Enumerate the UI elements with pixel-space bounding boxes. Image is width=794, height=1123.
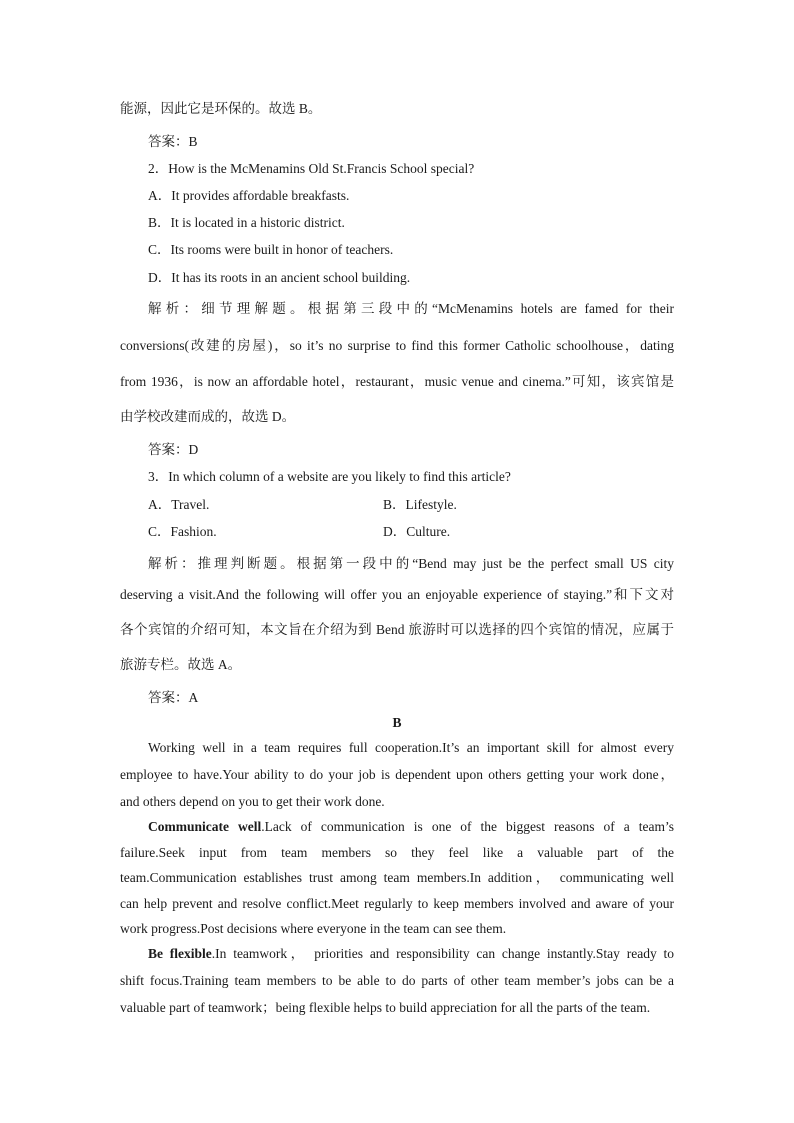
question-2-option-b: B．It is located in a historic district.: [148, 215, 345, 230]
answer-explanation-tail: 能源，因此它是环保的。故选 B。: [120, 101, 322, 116]
passage-p1-line-2: employee to have.Your ability to do your job is dependent upon others getting your work done，: [120, 767, 674, 782]
question-3-option-d: D．Culture.: [383, 524, 451, 539]
explanation-3-line-4: 旅游专栏。故选 A。: [120, 657, 242, 672]
explanation-2-line-2: conversions(改建的房屋)，so it’s no surprise to find this former Catholic schoolhouse，dating: [120, 338, 674, 353]
explanation-2-line-4: 由学校改建而成的，故选 D。: [120, 409, 296, 424]
question-3-option-b: B．Lifestyle.: [383, 497, 457, 512]
passage-p3-line-1: [148, 945, 674, 963]
question-3-option-c: C．Fashion.: [148, 524, 217, 539]
answer-3: 答案：A: [148, 690, 199, 705]
explanation-3-line-2: deserving a visit.And the following will offer you an enjoyable experience of staying.”和下文对: [120, 587, 674, 602]
question-3: 3．In which column of a website are you likely to find this article?: [148, 469, 511, 484]
question-2-option-a: A．It provides affordable breakfasts.: [148, 188, 350, 203]
passage-p2-heading: Communicate well: [148, 819, 262, 834]
passage-p3-text: .In teamwork， priorities and responsibility can change instantly.Stay ready to: [211, 946, 674, 961]
passage-p3-line-2: shift focus.Training team members to be able to do parts of other team member’s jobs can be a: [120, 973, 674, 988]
section-heading-b: B: [392, 715, 402, 730]
question-2: 2．How is the McMenamins Old St.Francis School special?: [148, 161, 475, 176]
question-3-option-a: A．Travel.: [148, 497, 210, 512]
passage-p2-line-2: failure.Seek input from team members so they feel like a valuable part of the: [120, 845, 674, 860]
passage-p2-line-1: [148, 818, 674, 836]
explanation-3-line-1: 解析：推理判断题。根据第一段中的“Bend may just be the perfect small US city: [148, 556, 674, 571]
passage-p3-line-3: valuable part of teamwork；being flexible helps to build appreciation for all the parts of the team.: [120, 1000, 651, 1015]
passage-p1-line-3: and others depend on you to get their work done.: [120, 794, 385, 809]
question-2-option-c: C．Its rooms were built in honor of teachers.: [148, 242, 394, 257]
passage-p2-line-4: can help prevent and resolve conflict.Meet regularly to keep members involved and aware of your: [120, 896, 674, 911]
passage-p2-line-5: work progress.Post decisions where everyone in the team can see them.: [120, 921, 507, 936]
passage-p3-heading: Be flexible: [148, 946, 212, 961]
explanation-2-line-1: 解析：细节理解题。根据第三段中的“McMenamins hotels are famed for their: [148, 301, 674, 316]
question-2-option-d: D．It has its roots in an ancient school building.: [148, 270, 411, 285]
passage-p2-text: .Lack of communication is one of the biggest reasons of a team’s: [261, 819, 674, 834]
answer-1: 答案：B: [148, 134, 198, 149]
passage-p2-line-3: team.Communication establishes trust among team members.In addition， communicating well: [120, 870, 674, 885]
passage-p1-line-1: Working well in a team requires full cooperation.It’s an important skill for almost every: [148, 740, 674, 755]
explanation-2-line-3: from 1936，is now an affordable hotel，restaurant，music venue and cinema.”可知，该宾馆是: [120, 374, 674, 389]
explanation-3-line-3: 各个宾馆的介绍可知，本文旨在介绍为到 Bend 旅游时可以选择的四个宾馆的情况，应属于: [120, 622, 674, 637]
answer-2: 答案：D: [148, 442, 199, 457]
